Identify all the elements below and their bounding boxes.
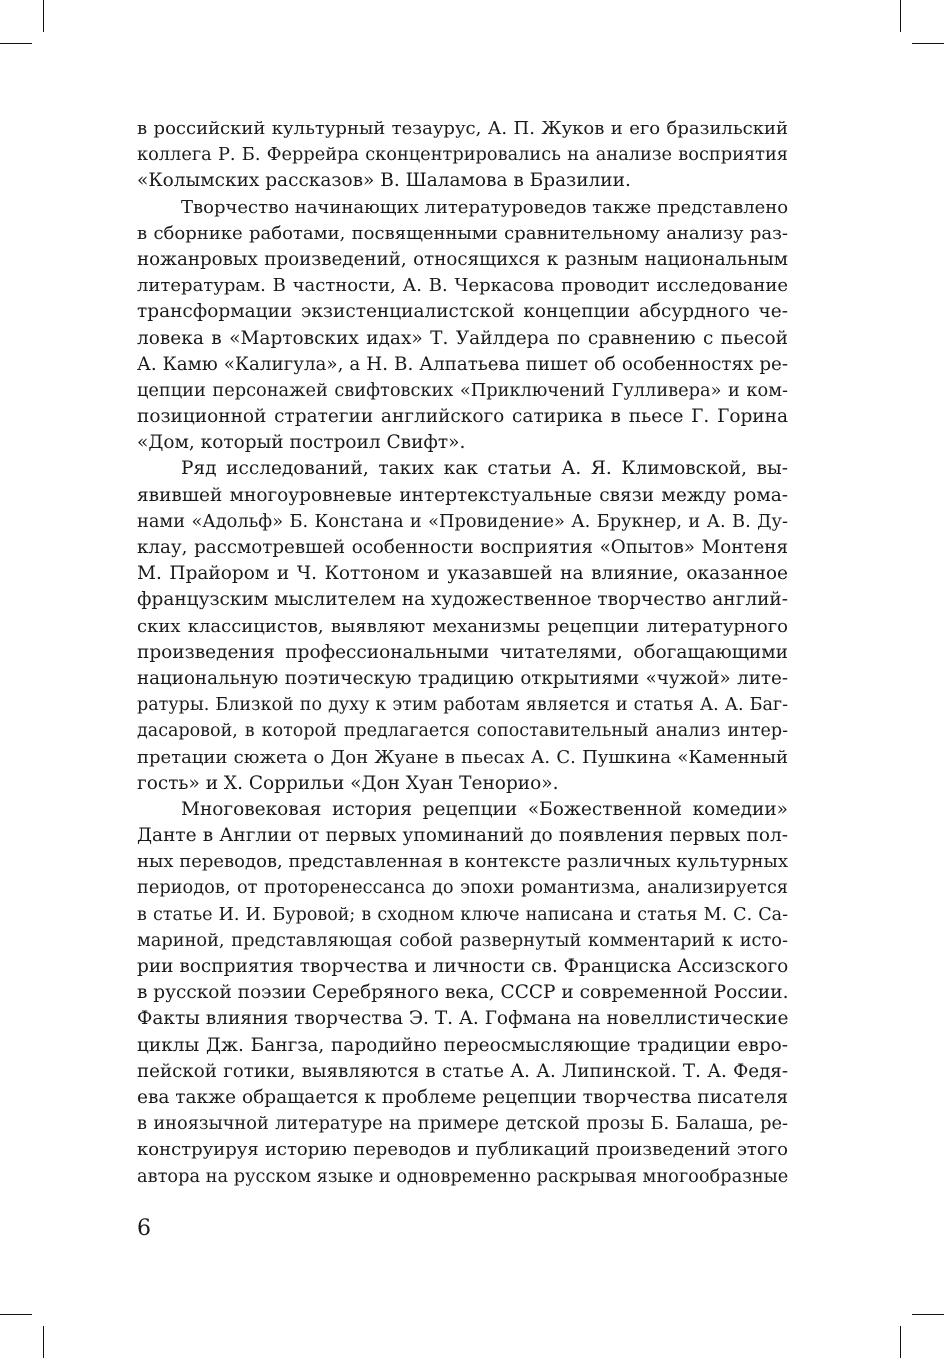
crop-mark: [43, 1326, 44, 1358]
text-line: ловека в «Мартовских идах» Т. Уайлдера по сравнению с пьесой: [137, 327, 788, 349]
text-line: дасаровой, в которой предлагается сопоставительный анализ интер-: [137, 721, 788, 742]
crop-mark: [912, 1314, 944, 1315]
text-line: пейской готики, выявляются в статье А. А. Липинской. Т. А. Федя-: [137, 1060, 788, 1082]
text-line: в русской поэзии Серебряного века, СССР и современной России.: [137, 982, 788, 1004]
text-line: конструируя историю переводов и публикаций произведений этого: [137, 1139, 788, 1161]
text-line: французским мыслителем на художественное творчество англий-: [137, 589, 788, 611]
text-line: в статье И. И. Буровой; в сходном ключе написана и статья М. С. Са-: [137, 904, 788, 925]
text-line: Данте в Англии от первых упоминаний до появления первых пол-: [137, 825, 788, 847]
text-line: циклы Дж. Бангза, пародийно переосмысляющие традиции евро-: [137, 1034, 788, 1056]
text-line: литературам. В частности, А. В. Черкасова проводит исследование: [137, 275, 788, 297]
text-line: в иноязычной литературе на примере детской прозы Б. Балаша, ре-: [137, 1114, 788, 1135]
text-line: позиционной стратегии английского сатирика в пьесе Г. Горина: [137, 406, 788, 428]
text-line: клау, рассмотревшей особенности восприятия «Опытов» Монтеня: [137, 537, 788, 558]
text-line: нами «Адольф» Б. Констана и «Провидение» А. Брукнер, и А. В. Ду-: [137, 511, 788, 532]
page-number: 6: [137, 1216, 151, 1241]
text-line: «Колымских рассказов» В. Шаламова в Бразилии.: [137, 170, 631, 192]
text-line: ных переводов, представленная в контексте различных культурных: [137, 851, 788, 873]
text-line: рии восприятия творчества и личности св. Франциска Ассизского: [137, 956, 788, 977]
crop-mark: [900, 1326, 901, 1358]
crop-mark: [43, 0, 44, 32]
crop-mark: [900, 0, 901, 32]
text-line: «Дом, который построил Свифт».: [137, 432, 466, 454]
text-line: национальную поэтическую традицию открытиями «чужой» лите-: [137, 667, 788, 689]
text-line: Факты влияния творчества Э. Т. А. Гофмана на новеллистические: [137, 1008, 788, 1030]
text-line: ских классицистов, выявляют механизмы рецепции литературного: [137, 615, 788, 637]
crop-mark: [0, 43, 32, 44]
text-line: автора на русском языке и одновременно раскрывая многообразные: [137, 1166, 788, 1187]
text-line: периодов, от проторенессанса до эпохи романтизма, анализируется: [137, 878, 788, 899]
text-line: в сборнике работами, посвященными сравнительному анализу раз-: [137, 222, 788, 244]
text-line: ратуры. Близкой по духу к этим работам является и статья А. А. Баг-: [137, 695, 788, 716]
text-line: А. Камю «Калигула», а Н. В. Алпатьева пишет об особенностях ре-: [137, 353, 788, 375]
text-line: коллега Р. Б. Феррейра сконцентрировались на анализе восприятия: [137, 145, 788, 166]
text-line: произведения профессиональными читателями, обогащающими: [137, 641, 788, 663]
text-line: ева также обращается к проблеме рецепции творчества писателя: [137, 1086, 788, 1108]
crop-mark: [0, 1314, 32, 1315]
text-line: в российский культурный тезаурус, А. П. Жуков и его бразильский: [137, 118, 788, 139]
text-line: Ряд исследований, таких как статьи А. Я. Климовской, вы-: [181, 458, 788, 480]
text-line: трансформации экзистенциалистской концепции абсурдного че-: [137, 301, 788, 323]
text-line: претации сюжета о Дон Жуане в пьесах А. С. Пушкина «Каменный: [137, 746, 788, 768]
text-line: мариной, представляющая собой развернутый комментарий к исто-: [137, 930, 788, 951]
text-line: явившей многоуровневые интертекстуальные связи между рома-: [137, 484, 788, 506]
text-line: Творчество начинающих литературоведов также представлено: [181, 196, 788, 218]
crop-mark: [912, 43, 944, 44]
text-line: цепции персонажей свифтовских «Приключений Гулливера» и ком-: [137, 380, 788, 401]
text-line: ножанровых произведений, относящихся к разным национальным: [137, 248, 788, 270]
text-line: Многовековая история рецепции «Божественной комедии»: [181, 798, 788, 820]
body-text: [137, 116, 788, 1190]
text-line: гость» и Х. Соррильи «Дон Хуан Тенорио».: [137, 772, 559, 794]
text-line: М. Прайором и Ч. Коттоном и указавшей на влияние, оказанное: [137, 563, 788, 585]
